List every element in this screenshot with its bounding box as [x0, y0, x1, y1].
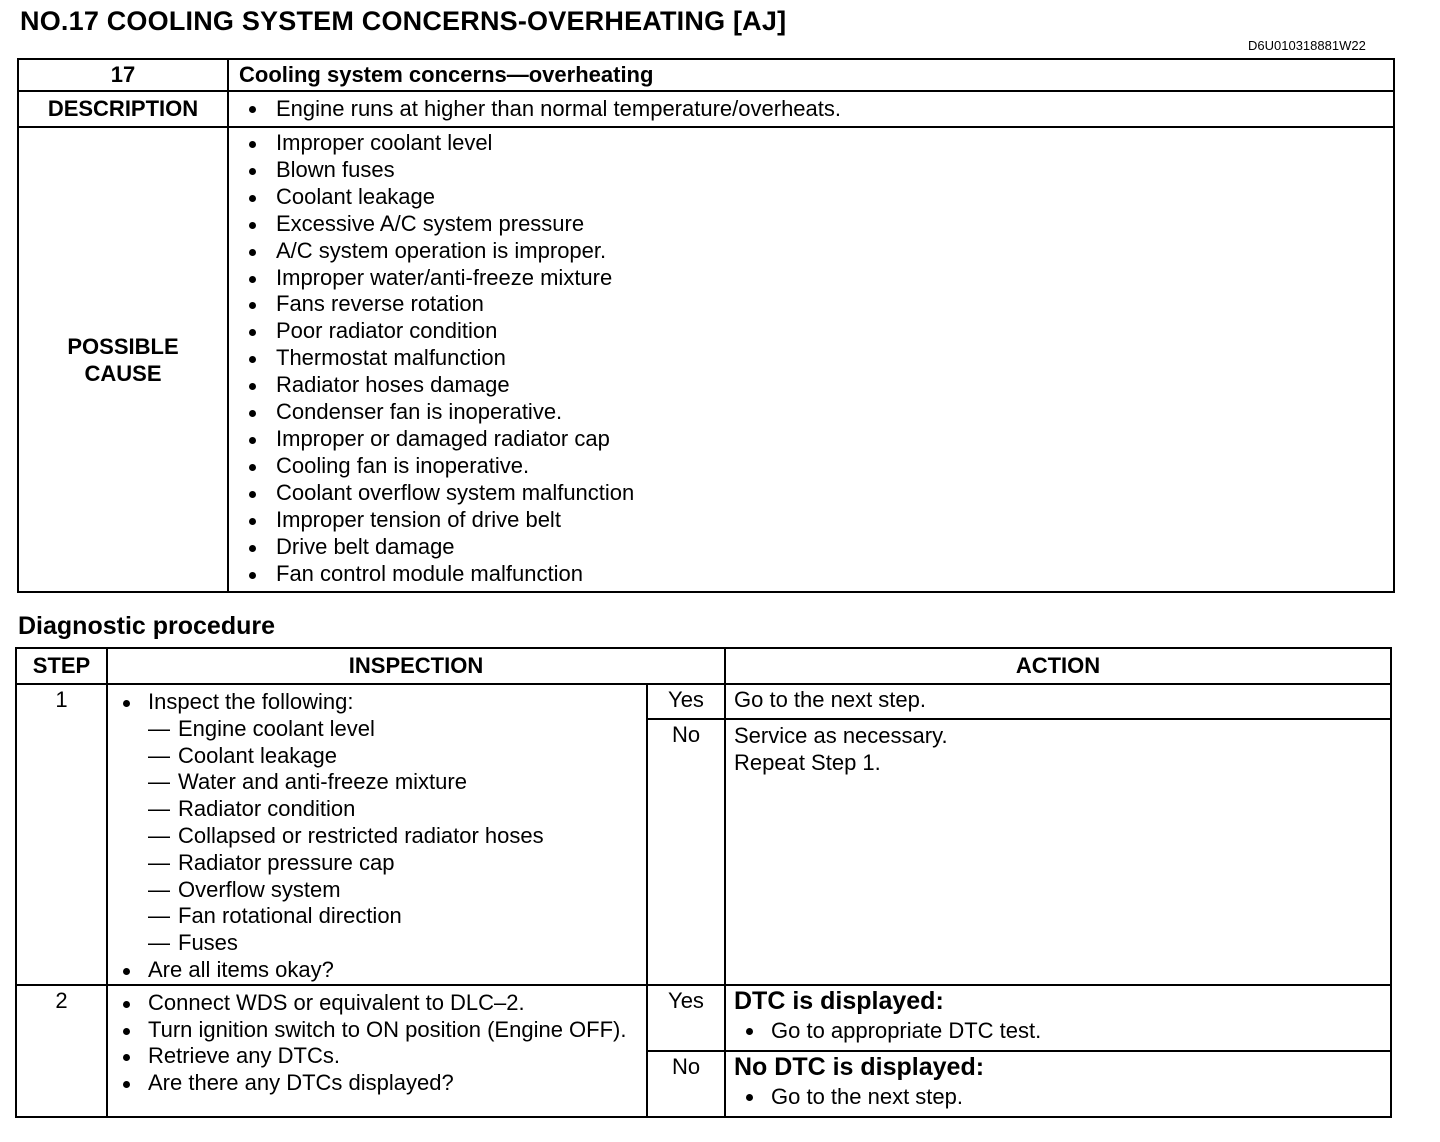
list-item: Coolant leakage [229, 184, 1393, 211]
no-action-item: Go to the next step. [734, 1082, 1390, 1112]
summary-table [17, 58, 1395, 593]
dash-item-text: Radiator pressure cap [178, 849, 395, 875]
list-item: — Coolant leakage [148, 742, 338, 768]
header-action: ACTION [725, 648, 1391, 684]
no-action-line1: Service as necessary. [734, 722, 948, 748]
list-item: — Fan rotational direction [148, 903, 402, 929]
concern-number: 17 [18, 59, 228, 91]
dash-item-text: Coolant leakage [178, 742, 338, 768]
description-label: DESCRIPTION [18, 91, 228, 127]
list-item: A/C system operation is improper. [229, 238, 1393, 265]
possible-cause-label [18, 127, 228, 592]
no-action [725, 719, 1391, 985]
possible-causes-cell [228, 127, 1394, 592]
possible-cause-row [18, 127, 1394, 592]
list-item: Inspect the following: [108, 689, 646, 716]
step-2-yes-row [16, 985, 1391, 1051]
header-inspection: INSPECTION [107, 648, 725, 684]
header-row [16, 648, 1391, 684]
list-item: Poor radiator condition [229, 318, 1393, 345]
step-2-inspection [107, 985, 647, 1117]
list-item: — Fuses [148, 930, 238, 956]
step-1-inspection [107, 684, 647, 985]
no-action-line2: Repeat Step 1. [734, 749, 881, 775]
yes-heading: DTC is displayed: [734, 986, 944, 1015]
list-item: — Radiator condition [148, 796, 356, 822]
list-item: — Engine coolant level [148, 715, 375, 741]
list-item: — Overflow system [148, 876, 341, 902]
yes-action: Go to the next step. [725, 684, 1391, 719]
list-item: Improper or damaged radiator cap [229, 426, 1393, 453]
possible-cause-label-line1: POSSIBLE [67, 333, 179, 359]
yes-label: Yes [647, 985, 725, 1051]
list-item: Condenser fan is inoperative. [229, 399, 1393, 426]
list-item: Fan control module malfunction [229, 561, 1393, 588]
list-item: Connect WDS or equivalent to DLC–2. [108, 990, 646, 1017]
step-number: 1 [16, 684, 107, 985]
no-action [725, 1051, 1391, 1117]
number-row [18, 59, 1394, 91]
step-1-yes-row [16, 684, 1391, 719]
header-step: STEP [16, 648, 107, 684]
possible-causes-list [229, 130, 1393, 587]
list-item: Improper water/anti-freeze mixture [229, 265, 1393, 292]
yes-action-item: Go to appropriate DTC test. [734, 1016, 1390, 1046]
list-item: Cooling fan is inoperative. [229, 453, 1393, 480]
no-heading: No DTC is displayed: [734, 1052, 985, 1081]
list-item: Blown fuses [229, 157, 1393, 184]
dash-item-text: Overflow system [178, 876, 341, 902]
section-title: Diagnostic procedure [18, 612, 275, 640]
list-item: Fans reverse rotation [229, 291, 1393, 318]
concern-title: Cooling system concerns—overheating [228, 59, 1394, 91]
yes-label: Yes [647, 684, 725, 719]
list-item: Excessive A/C system pressure [229, 211, 1393, 238]
diagnostic-table [15, 647, 1392, 1118]
inspection-list [108, 990, 646, 1097]
list-item: Retrieve any DTCs. [108, 1043, 646, 1070]
description-row [18, 91, 1394, 127]
inspection-list [108, 689, 646, 984]
list-item: Improper tension of drive belt [229, 507, 1393, 534]
list-item: Are all items okay? [108, 957, 646, 984]
list-item: — Radiator pressure cap [148, 849, 395, 875]
possible-cause-label-line2: CAUSE [84, 360, 162, 386]
dash-item-text: Fuses [178, 930, 238, 956]
dash-item-text: Radiator condition [178, 796, 356, 822]
dash-item-text: Fan rotational direction [178, 903, 402, 929]
document-code: D6U010318881W22 [1248, 38, 1366, 53]
list-item: Coolant overflow system malfunction [229, 480, 1393, 507]
list-item: Radiator hoses damage [229, 372, 1393, 399]
step-number: 2 [16, 985, 107, 1117]
list-item: Are there any DTCs displayed? [108, 1070, 646, 1097]
no-label: No [647, 1051, 725, 1117]
dash-item-text: Engine coolant level [178, 715, 375, 741]
list-item: Thermostat malfunction [229, 345, 1393, 372]
list-item: Drive belt damage [229, 534, 1393, 561]
list-item: Turn ignition switch to ON position (Engine OFF). [108, 1017, 646, 1044]
description-text: Engine runs at higher than normal temperature/overheats. [228, 91, 1394, 127]
list-item: — Collapsed or restricted radiator hoses [148, 822, 544, 848]
dash-item-text: Collapsed or restricted radiator hoses [178, 822, 544, 848]
yes-action [725, 985, 1391, 1051]
list-item: Improper coolant level [229, 130, 1393, 157]
list-item: — Water and anti-freeze mixture [148, 769, 467, 795]
no-label: No [647, 719, 725, 985]
dash-item-text: Water and anti-freeze mixture [178, 769, 467, 795]
page-title: NO.17 COOLING SYSTEM CONCERNS-OVERHEATING [AJ] [20, 6, 787, 36]
